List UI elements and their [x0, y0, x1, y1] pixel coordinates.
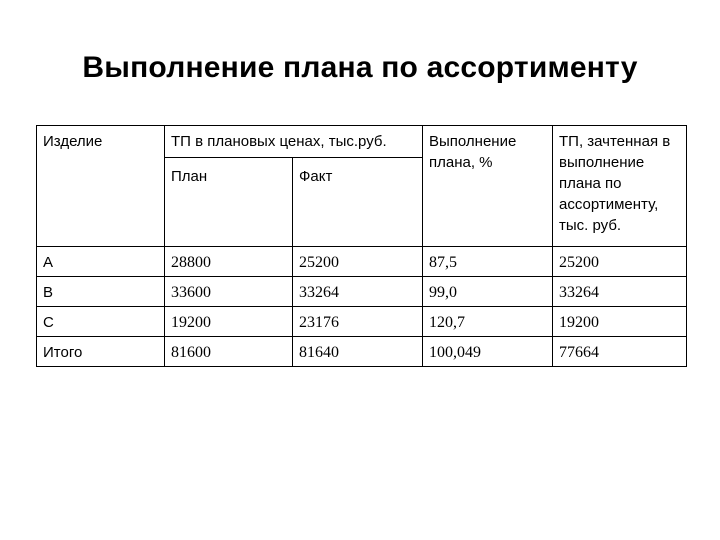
- cell-fact: 23176: [293, 307, 423, 337]
- cell-completion: 87,5: [423, 247, 553, 277]
- header-plan: План: [165, 158, 293, 247]
- cell-tp-credited: 19200: [553, 307, 687, 337]
- header-tp-credited: ТП, зачтенная в выполнение плана по ассортименту, тыс. руб.: [553, 126, 687, 247]
- cell-tp-credited: 25200: [553, 247, 687, 277]
- header-completion: Выполнение плана, %: [423, 126, 553, 247]
- page-title: Выполнение плана по ассортименту: [82, 51, 638, 84]
- cell-completion: 99,0: [423, 277, 553, 307]
- cell-plan: 28800: [165, 247, 293, 277]
- cell-product: С: [37, 307, 165, 337]
- cell-tp-credited: 33264: [553, 277, 687, 307]
- cell-completion: 120,7: [423, 307, 553, 337]
- cell-plan: 81600: [165, 337, 293, 367]
- header-fact: Факт: [293, 158, 423, 247]
- cell-product: А: [37, 247, 165, 277]
- cell-tp-credited: 77664: [553, 337, 687, 367]
- table-row: [37, 247, 687, 277]
- table-row: [37, 307, 687, 337]
- assortment-table: [36, 125, 687, 367]
- header-product: Изделие: [37, 126, 165, 247]
- cell-plan: 19200: [165, 307, 293, 337]
- header-tp-planned: ТП в плановых ценах, тыс.руб.: [165, 126, 423, 158]
- table-row: [37, 277, 687, 307]
- cell-fact: 33264: [293, 277, 423, 307]
- cell-plan: 33600: [165, 277, 293, 307]
- cell-fact: 81640: [293, 337, 423, 367]
- cell-fact: 25200: [293, 247, 423, 277]
- cell-product: Итого: [37, 337, 165, 367]
- cell-product: В: [37, 277, 165, 307]
- cell-completion: 100,049: [423, 337, 553, 367]
- table-row-total: [37, 337, 687, 367]
- table-header-row: [37, 126, 687, 158]
